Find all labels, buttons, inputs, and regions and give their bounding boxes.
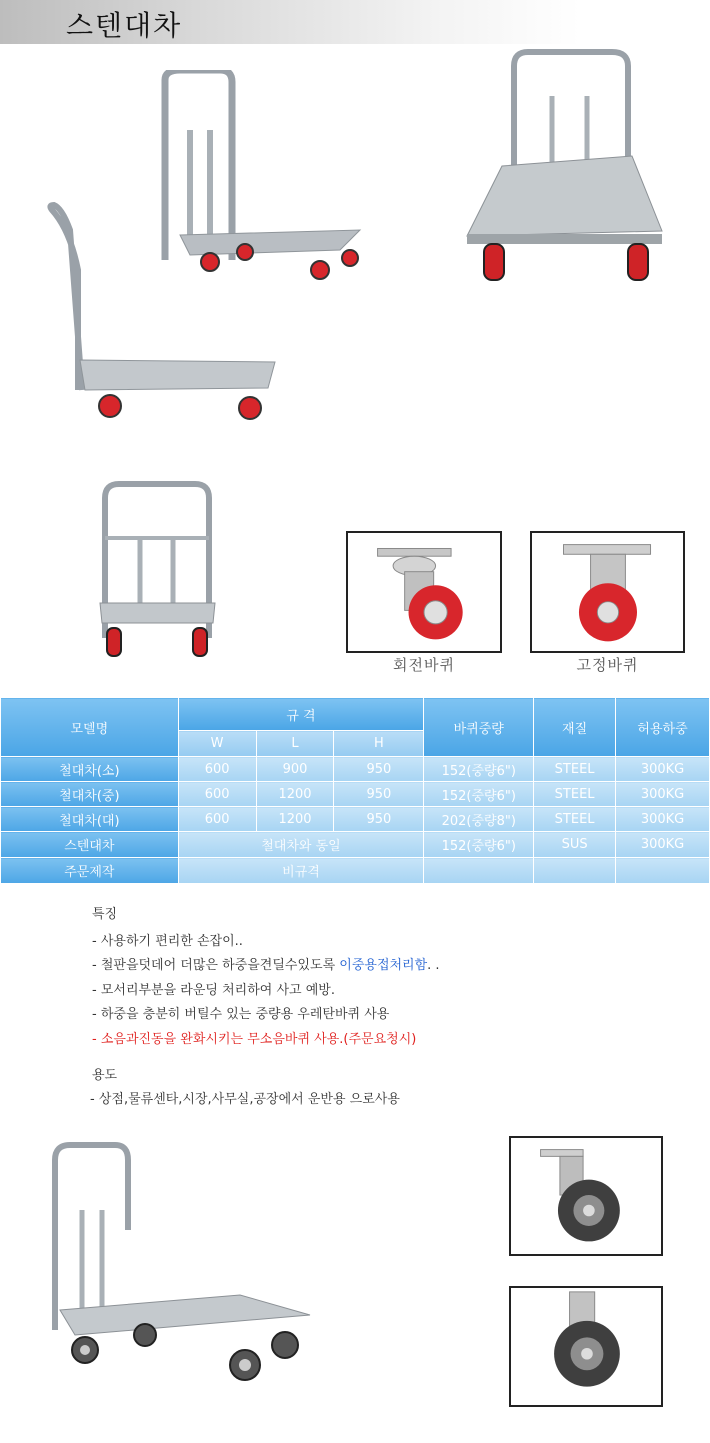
row-l: 1200 bbox=[256, 782, 334, 807]
row-material-empty bbox=[534, 858, 616, 884]
rubber-swivel-wheel-photo bbox=[509, 1136, 663, 1256]
row-l: 900 bbox=[256, 757, 334, 782]
col-header-model: 모델명 bbox=[1, 698, 179, 757]
col-header-load: 허용하중 bbox=[616, 698, 710, 757]
row-w: 600 bbox=[178, 782, 256, 807]
large-cart-photo bbox=[462, 46, 670, 286]
col-header-w: W bbox=[178, 731, 256, 757]
cart-set-photo bbox=[40, 70, 380, 430]
row-h: 950 bbox=[334, 807, 424, 832]
page-title: 스텐대차 bbox=[66, 9, 183, 42]
col-header-wheel-weight: 바퀴중량 bbox=[424, 698, 534, 757]
col-header-l: L bbox=[256, 731, 334, 757]
col-header-h: H bbox=[334, 731, 424, 757]
row-load: 300KG bbox=[616, 757, 710, 782]
fixed-wheel-photo bbox=[530, 531, 685, 653]
row-spec: 비규격 bbox=[178, 858, 424, 884]
row-wheel: 202(중량8") bbox=[424, 807, 534, 832]
table-row bbox=[1, 858, 710, 884]
rubber-fixed-wheel-photo bbox=[509, 1286, 663, 1407]
feature-item bbox=[92, 954, 440, 973]
row-model: 철대차(대) bbox=[1, 807, 179, 832]
table-row bbox=[1, 757, 710, 782]
row-material: STEEL bbox=[534, 757, 616, 782]
fixed-wheel-caption: 고정바퀴 bbox=[576, 656, 639, 674]
bottom-cart-photo bbox=[40, 1140, 325, 1390]
feature-item-warning: - 소음과진동을 완화시키는 무소음바퀴 사용.(주문요청시) bbox=[92, 1032, 417, 1047]
row-material: SUS bbox=[534, 832, 616, 858]
feature-item-text: - 철판을덧데어 더많은 하중을견딜수있도록 bbox=[92, 958, 340, 973]
feature-item-highlight: 이중용접처리함 bbox=[339, 958, 428, 973]
spec-table bbox=[0, 697, 710, 884]
row-model: 철대차(소) bbox=[1, 757, 179, 782]
row-model: 주문제작 bbox=[1, 858, 179, 884]
table-row bbox=[1, 782, 710, 807]
row-w: 600 bbox=[178, 757, 256, 782]
feature-item: - 하중을 충분히 버틸수 있는 중량용 우레탄바퀴 사용 bbox=[92, 1007, 390, 1022]
col-header-material: 재질 bbox=[534, 698, 616, 757]
row-material: STEEL bbox=[534, 782, 616, 807]
usage-text: - 상점,물류센타,시장,사무실,공장에서 운반용 으로사용 bbox=[90, 1092, 400, 1107]
row-wheel: 152(중량6") bbox=[424, 832, 534, 858]
table-row bbox=[1, 807, 710, 832]
feature-item-tail: . . bbox=[427, 958, 440, 973]
swivel-wheel-caption: 회전바퀴 bbox=[393, 656, 455, 674]
row-wheel-empty bbox=[424, 858, 534, 884]
row-h: 950 bbox=[334, 757, 424, 782]
row-load: 300KG bbox=[616, 832, 710, 858]
row-load-empty bbox=[616, 858, 710, 884]
front-view-cart-photo bbox=[95, 478, 220, 666]
row-model: 철대차(중) bbox=[1, 782, 179, 807]
swivel-wheel-photo bbox=[346, 531, 502, 653]
feature-item: - 사용하기 편리한 손잡이.. bbox=[92, 934, 243, 949]
row-material: STEEL bbox=[534, 807, 616, 832]
row-load: 300KG bbox=[616, 807, 710, 832]
usage-heading: 용도 bbox=[92, 1068, 118, 1083]
col-header-spec: 규 격 bbox=[178, 698, 424, 731]
features-heading: 특징 bbox=[92, 907, 118, 922]
row-w: 600 bbox=[178, 807, 256, 832]
row-h: 950 bbox=[334, 782, 424, 807]
row-wheel: 152(중량6") bbox=[424, 757, 534, 782]
row-l: 1200 bbox=[256, 807, 334, 832]
row-wheel: 152(중량6") bbox=[424, 782, 534, 807]
title-bar bbox=[0, 0, 580, 44]
feature-item: - 모서리부분을 라운딩 처리하여 사고 예방. bbox=[92, 983, 335, 998]
row-spec: 철대차와 동일 bbox=[178, 832, 424, 858]
row-load: 300KG bbox=[616, 782, 710, 807]
table-row bbox=[1, 832, 710, 858]
row-model: 스텐대차 bbox=[1, 832, 179, 858]
